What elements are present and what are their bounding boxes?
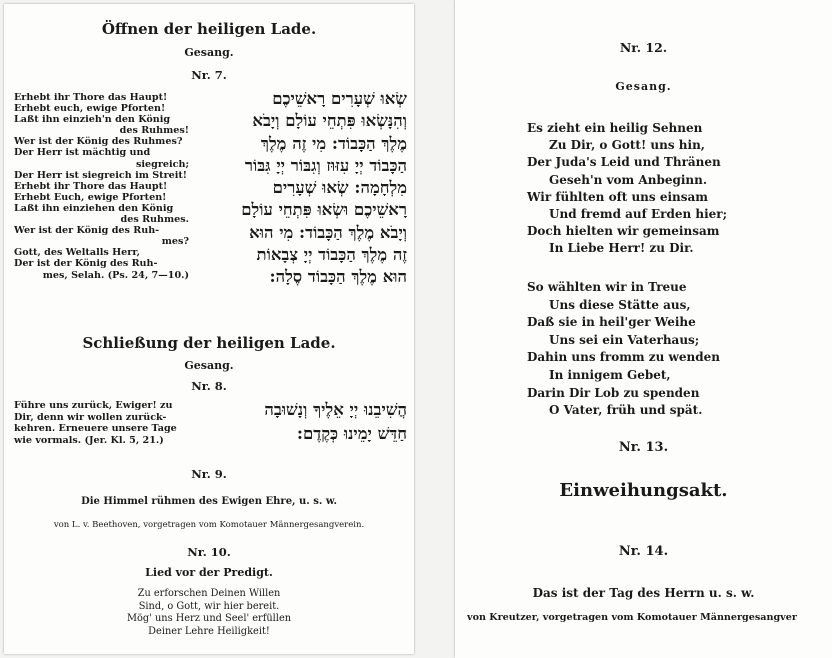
- nr7-hebrew-text: [192, 88, 407, 289]
- stanza-2-line: Darin Dir Lob zu spenden: [527, 385, 700, 400]
- nr8-heading: Nr. 8.: [191, 379, 227, 393]
- stanza-1-line: Geseh'n vom Anbeginn.: [549, 172, 708, 187]
- right-page: [455, 0, 832, 658]
- gesang-label-right: Gesang.: [615, 80, 672, 93]
- nr8-german-line: Dir, denn wir wollen zurück-: [14, 411, 167, 423]
- nr7-german-line: Der Herr ist mächtig und: [14, 147, 151, 159]
- nr8-german-text: [14, 400, 189, 446]
- stanza-1-line: Und fremd auf Erden hier;: [549, 207, 728, 222]
- nr7-german-line: siegreich;: [135, 158, 189, 170]
- stanza-2-line: In innigem Gebet,: [549, 367, 671, 382]
- stanza-2-line: Daß sie in heil'ger Weihe: [527, 315, 696, 330]
- stanza-1-line: Zu Dir, o Gott! uns hin,: [549, 138, 705, 153]
- nr7-german-line: Erhebt Euch, ewige Pforten!: [14, 191, 167, 203]
- nr7-german-line: mes?: [161, 236, 189, 248]
- nr9-line1: Die Himmel rühmen des Ewigen Ehre, u. s. w.: [81, 496, 337, 507]
- nr10-title: Lied vor der Predigt.: [145, 566, 273, 579]
- nr7-hebrew-line: וְהִנָּשְׂאוּ פִּתְחֵי עוֹלָם וְיָבֹא: [252, 111, 407, 131]
- stanza-2: [527, 279, 720, 420]
- nr7-hebrew-line: זֶה מֶלֶךְ הַכָּבוֹד יְיָ צְבָאוֹת: [256, 245, 407, 265]
- stanza-2-line: Dahin uns fromm zu wenden: [527, 350, 720, 365]
- stanza-2-line: Uns diese Stätte aus,: [549, 297, 691, 312]
- nr8-hebrew-line: חַדֵּשׁ יָמֵינוּ כְּקֶדֶם:: [296, 424, 407, 443]
- nr7-german-line: des Ruhmes.: [120, 214, 189, 226]
- nr10-heading: Nr. 10.: [187, 545, 231, 559]
- nr9-heading: Nr. 9.: [191, 467, 227, 481]
- nr7-hebrew-line: מֶלֶךְ הַכָּבוֹד: מִי זֶה מֶלֶךְ: [260, 133, 407, 153]
- nr14-heading: Nr. 14.: [618, 544, 669, 559]
- nr7-german-line: Der Herr ist siegreich im Streit!: [14, 169, 188, 181]
- nr13-heading: Nr. 13.: [618, 440, 669, 455]
- nr10-verse-line: Sind, o Gott, wir hier bereit.: [138, 600, 280, 612]
- stanza-2-line: Uns sei ein Vaterhaus;: [549, 332, 700, 347]
- nr12-heading: Nr. 12.: [619, 40, 668, 55]
- stanza-2-line: O Vater, früh und spät.: [549, 403, 703, 418]
- nr10-verse-line: Deiner Lehre Heiligkeit!: [148, 625, 270, 637]
- nr10-verse-line: Mög' uns Herz und Seel' erfüllen: [126, 613, 292, 624]
- einweihungsakt-title: Einweihungsakt.: [559, 480, 728, 501]
- gesang-label-2: Gesang.: [184, 359, 234, 372]
- nr7-german-line: Laßt ihn einzieh'n den König: [14, 114, 171, 126]
- stanza-1: [527, 120, 727, 258]
- nr7-german-line: Wer ist der König des Ruhmes?: [14, 136, 183, 148]
- nr8-german-line: wie vormals. (Jer. Kl. 5, 21.): [14, 434, 164, 446]
- nr9-line2: von L. v. Beethoven, vorgetragen vom Komotauer Männergesangverein.: [53, 520, 365, 530]
- nr7-german-line: Erhebt ihr Thore das Haupt!: [14, 180, 168, 192]
- nr14-line2: von Kreutzer, vorgetragen vom Komotauer Männergesangver: [467, 612, 797, 623]
- stanza-1-line: Doch hielten wir gemeinsam: [527, 224, 720, 239]
- stanza-1-line: Wir fühlten oft uns einsam: [527, 189, 708, 204]
- stanza-1-line: Der Juda's Leid und Thränen: [527, 155, 721, 170]
- nr8-german-line: Führe uns zurück, Ewiger! zu: [14, 400, 173, 411]
- nr7-german-line: Laßt ihn einziehen den König: [14, 202, 174, 214]
- left-page: [4, 4, 414, 654]
- stanza-1-line: Es zieht ein heilig Sehnen: [527, 121, 703, 135]
- opening-title: Öffnen der heiligen Lade.: [101, 20, 317, 38]
- nr8-hebrew-text: [192, 398, 407, 446]
- nr10-verse-line: Zu erforschen Deinen Willen: [137, 588, 281, 599]
- nr7-german-line: Der ist der König des Ruh-: [14, 258, 158, 270]
- nr7-german-line: Erhebt euch, ewige Pforten!: [14, 103, 166, 115]
- closing-title: Schließung der heiligen Lade.: [82, 334, 336, 352]
- gesang-label: Gesang.: [184, 46, 234, 59]
- nr7-german-line: Gott, des Weltalls Herr,: [14, 247, 141, 259]
- nr7-hebrew-line: הַכָּבוֹד יְיָ עִזּוּז וְגִבּוֹר יְיָ גִּבּוֹר: [244, 155, 407, 175]
- nr7-german-text: [14, 92, 189, 281]
- nr8-hebrew-line: הֲשִׁיבֵנוּ יְיָ אֵלֶיךָ וְנָשׁוּבָה: [264, 400, 407, 419]
- nr7-hebrew-line: רָאשֵׁיכֶם וּשְׂאוּ פִּתְחֵי עוֹלָם: [241, 200, 407, 220]
- nr7-german-line: Wer ist der König des Ruh-: [14, 225, 160, 237]
- nr14-line1: Das ist der Tag des Herrn u. s. w.: [532, 586, 755, 600]
- nr7-hebrew-line: מִלְחָמָה: שְׂאוּ שְׁעָרִים: [272, 178, 407, 198]
- stanza-1-line: In Liebe Herr! zu Dir.: [549, 241, 694, 256]
- nr10-verse: [4, 588, 414, 638]
- stanza-2-line: So wählten wir in Treue: [527, 280, 687, 294]
- nr7-german-line: Erhebt ihr Thore das Haupt!: [14, 92, 168, 103]
- nr7-hebrew-line: שְׂאוּ שְׁעָרִים רָאשֵׁיכֶם: [272, 89, 407, 108]
- nr7-german-line: des Ruhmes!: [119, 125, 189, 137]
- nr7-hebrew-line: הוּא מֶלֶךְ הַכָּבוֹד סֶלָה:: [269, 267, 407, 287]
- nr7-german-line: mes, Selah. (Ps. 24, 7—10.): [42, 269, 189, 281]
- nr7-heading: Nr. 7.: [191, 68, 227, 82]
- nr8-german-line: kehren. Erneuere unsere Tage: [14, 423, 177, 435]
- nr7-hebrew-line: וְיָבֹא מֶלֶךְ הַכָּבוֹד: מִי הוּא: [249, 222, 407, 242]
